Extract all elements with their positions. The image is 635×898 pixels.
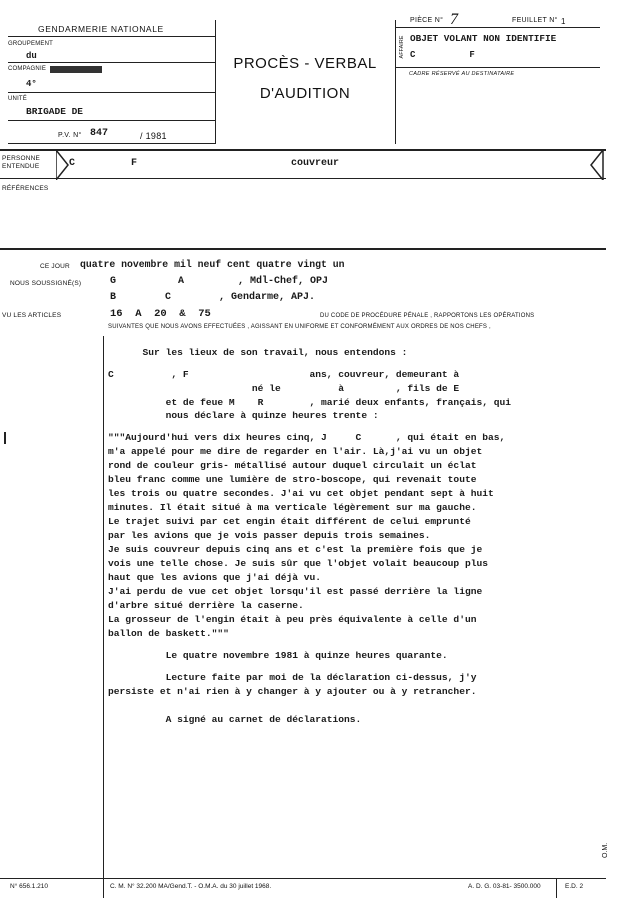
body-line: d'arbre situé derrière la caserne. (108, 600, 304, 611)
person-rule-top (0, 149, 606, 151)
circular-ref: C. M. N° 32.200 MA/Gend.T. - O.M.A. du 30 juillet 1968. (110, 883, 272, 890)
officer-1: A , Mdl-Chef, OPJ (178, 276, 329, 287)
unite-label: UNITÉ (8, 96, 27, 102)
officer-2-initial: B (110, 292, 117, 303)
body-line: minutes. Il était situé à ma verticale légèrement sur ma gauche. (108, 502, 477, 513)
person-initial: C (69, 158, 76, 169)
footer-sep-2 (556, 878, 557, 898)
affaire-rule (395, 67, 600, 68)
compagnie-value: 4° (26, 79, 37, 89)
affaire-value: OBJET VOLANT NON IDENTIFIE (410, 33, 557, 44)
body-line: J'ai perdu de vue cet objet lorsqu'il est passé derrière la ligne (108, 586, 483, 597)
edition: E.D. 2 (565, 883, 584, 890)
person-profession: couvreur (291, 158, 340, 169)
person-label-1: PERSONNE (2, 155, 41, 162)
side-mark: O.M. (602, 842, 609, 858)
vu-articles-label: VU LES ARTICLES (2, 312, 62, 319)
unite-value: BRIGADE DE (26, 106, 84, 117)
officer-1-initial: G (110, 276, 117, 287)
body-line: La grosseur de l'engin était à peu près équivalente à celle d'un (108, 614, 477, 625)
code-text-1: DU CODE DE PROCÉDURE PÉNALE , RAPPORTONS LES OPÉRATIONS (320, 313, 535, 319)
person-rule-bottom (0, 178, 606, 179)
person-initial-2: F (131, 158, 138, 169)
agency-name: GENDARMERIE NATIONALE (38, 24, 164, 34)
ce-jour-label: CE JOUR (40, 263, 70, 270)
body-line: Je suis couvreur depuis cinq ans et c'est la première fois que je (108, 544, 483, 555)
redaction-bar (50, 66, 102, 73)
feuillet-number: 1 (561, 17, 566, 26)
pv-rule (8, 143, 215, 144)
body-line: persiste et n'ai rien à y changer à y ajouter ou à y retrancher. (108, 686, 477, 697)
soussigne-label: NOUS SOUSSIGNÉ(S) (10, 280, 82, 287)
header-col-left (215, 20, 216, 144)
body-line: rond de couleur gris- métallisé autour duquel circulait un éclat (108, 460, 477, 471)
body-line: et de feue M R , marié deux enfants, français, qui (108, 397, 512, 408)
body-line: né le à , fils de E (108, 383, 460, 394)
piece-rule (395, 27, 600, 28)
affaire-label: AFFAIRE (399, 35, 405, 59)
body-line: nous déclare à quinze heures trente : (108, 410, 379, 421)
form-number: N° 656.1.210 (10, 883, 49, 890)
body-line: m'a appelé pour me dire de regarder en l'air. Là,j'ai vu un objet (108, 446, 483, 457)
body-line: Lecture faite par moi de la déclaration ci-dessus, j'y (108, 672, 477, 683)
printer-ref: A. D. G. 03-81- 3500.000 (468, 883, 541, 890)
header-rule-2 (8, 92, 215, 93)
groupement-label: GROUPEMENT (8, 41, 54, 47)
references-label: RÉFÉRENCES (2, 185, 49, 192)
body-line: vois une telle chose. Je suis sûr que l'objet volait beaucoup plus (108, 558, 488, 569)
piece-label: PIÈCE N° (410, 17, 444, 24)
code-text-2: SUIVANTES QUE NOUS AVONS EFFECTUÉES , AGISSANT EN UNIFORME ET CONFORMÉMENT AUX ORDRES DE NOS CHEFS , (108, 324, 491, 330)
articles-value: 16 A 20 & 75 (110, 308, 211, 320)
doc-title-line2: D'AUDITION (259, 85, 351, 102)
person-label-2: ENTENDUE (2, 163, 40, 170)
feuillet-label: FEUILLET N° (512, 17, 558, 24)
body-line: les trois ou quatre secondes. J'ai vu cet objet pendant sept à huit (108, 488, 494, 499)
header-rule-1 (8, 62, 215, 63)
affaire-names: C F (410, 50, 475, 60)
groupement-value: du (26, 51, 37, 61)
piece-number: 7 (450, 11, 458, 28)
body-line: """Aujourd'hui vers dix heures cinq, J C , qui était en bas, (108, 432, 506, 443)
header-col-mid (395, 20, 396, 144)
officer-2: C , Gendarme, APJ. (165, 292, 316, 303)
compagnie-label: COMPAGNIE (8, 66, 47, 72)
body-line: ballon de baskett.""" (108, 628, 229, 639)
header-rule-3 (8, 120, 215, 121)
right-arrow-marker (590, 150, 604, 180)
body-line: Sur les lieux de son travail, nous entendons : (108, 347, 408, 358)
body-margin-rule (103, 336, 104, 878)
pv-number: 847 (90, 128, 109, 139)
doc-title-line1: PROCÈS - VERBAL (233, 55, 377, 72)
body-line: par les avions que je vois passer depuis trois semaines. (108, 530, 431, 541)
footer-sep-1 (103, 878, 104, 898)
body-line: bleu franc comme une lumière de stro-boscope, qui revenait toute (108, 474, 477, 485)
footer-rule (0, 878, 606, 879)
references-rule (0, 248, 606, 250)
body-line: Le quatre novembre 1981 à quinze heures quarante. (108, 650, 448, 661)
margin-mark (4, 432, 6, 444)
header-rule-top (8, 36, 215, 37)
body-line: C , F ans, couvreur, demeurant à (108, 369, 460, 380)
body-line: A signé au carnet de déclarations. (108, 714, 362, 725)
pv-label: P.V. N° (58, 132, 82, 139)
body-line: Le trajet suivi par cet engin était différent de celui emprunté (108, 516, 471, 527)
ce-jour-value: quatre novembre mil neuf cent quatre vingt un (80, 259, 345, 270)
body-line: haut que les avions que j'ai déjà vu. (108, 572, 322, 583)
cadre-label: CADRE RÉSERVÉ AU DESTINATAIRE (409, 71, 515, 77)
left-arrow-marker (56, 150, 70, 180)
pv-year: / 1981 (140, 131, 167, 141)
